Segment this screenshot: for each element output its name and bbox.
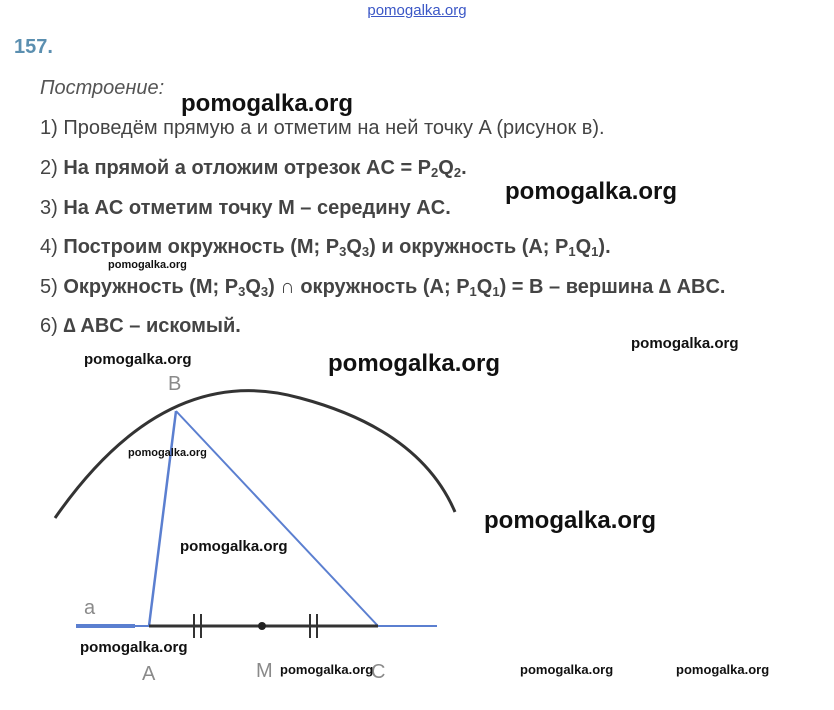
subscript: 1 <box>591 244 599 259</box>
problem-number: 157. <box>14 36 53 58</box>
label-line-a: a <box>84 597 96 619</box>
subscript: 1 <box>568 244 576 259</box>
watermark: pomogalka.org <box>328 350 501 377</box>
step-text: Окружность (M; $P_3Q_3$) ∩ окружность (A; $P_1Q_1) = B$ – вершина ∆ ABC. <box>63 276 726 299</box>
side-AB <box>149 411 176 626</box>
watermark: pomogalka.org <box>280 662 374 677</box>
watermark: pomogalka.org <box>128 447 207 459</box>
watermark: pomogalka.org <box>505 178 678 205</box>
subscript: 1 <box>469 284 477 299</box>
watermark: pomogalka.org <box>631 335 739 352</box>
side-BC <box>176 411 378 626</box>
watermark: pomogalka.org <box>108 259 187 271</box>
step-number: 1) <box>40 117 64 139</box>
step-number: 3) <box>40 197 64 219</box>
step-text: Проведём прямую a и отметим на ней точку A (рисунок в). <box>63 117 605 139</box>
watermark: pomogalka.org <box>676 662 770 677</box>
construction-heading: Построение: <box>40 77 165 99</box>
point-M <box>258 622 266 630</box>
watermark: pomogalka.org <box>84 351 192 368</box>
watermark: pomogalka.org <box>520 662 614 677</box>
watermark: pomogalka.org <box>181 90 354 117</box>
step-number: 6) <box>40 315 64 337</box>
step-text: Построим окружность (M; $P_3Q_3$) и окружность (A; $P_1Q_1$). <box>63 236 611 259</box>
step-number: 2) <box>40 157 64 179</box>
subscript: 2 <box>453 165 462 180</box>
step-text: На AC отметим точку M – середину AC. <box>63 197 451 219</box>
subscript: 3 <box>339 244 347 259</box>
step-text: ∆ ABC – искомый. <box>63 315 241 337</box>
site-header-link[interactable]: pomogalka.org <box>367 2 467 19</box>
subscript: 3 <box>361 244 370 259</box>
subscript: 2 <box>431 165 439 180</box>
watermark: pomogalka.org <box>80 639 188 656</box>
label-C: C <box>371 661 386 683</box>
step-number: 5) <box>40 276 64 298</box>
step-text: На прямой a отложим отрезок AC = $P_2Q_2$. <box>63 157 467 180</box>
subscript: 3 <box>260 284 269 299</box>
label-B: B <box>168 373 182 395</box>
label-A: A <box>142 663 156 685</box>
subscript: 1 <box>492 284 500 299</box>
watermark: pomogalka.org <box>484 507 657 534</box>
circle-arc <box>55 391 455 518</box>
watermark: pomogalka.org <box>180 538 288 555</box>
label-M: M <box>256 660 273 682</box>
step-number: 4) <box>40 236 64 258</box>
subscript: 3 <box>238 284 246 299</box>
